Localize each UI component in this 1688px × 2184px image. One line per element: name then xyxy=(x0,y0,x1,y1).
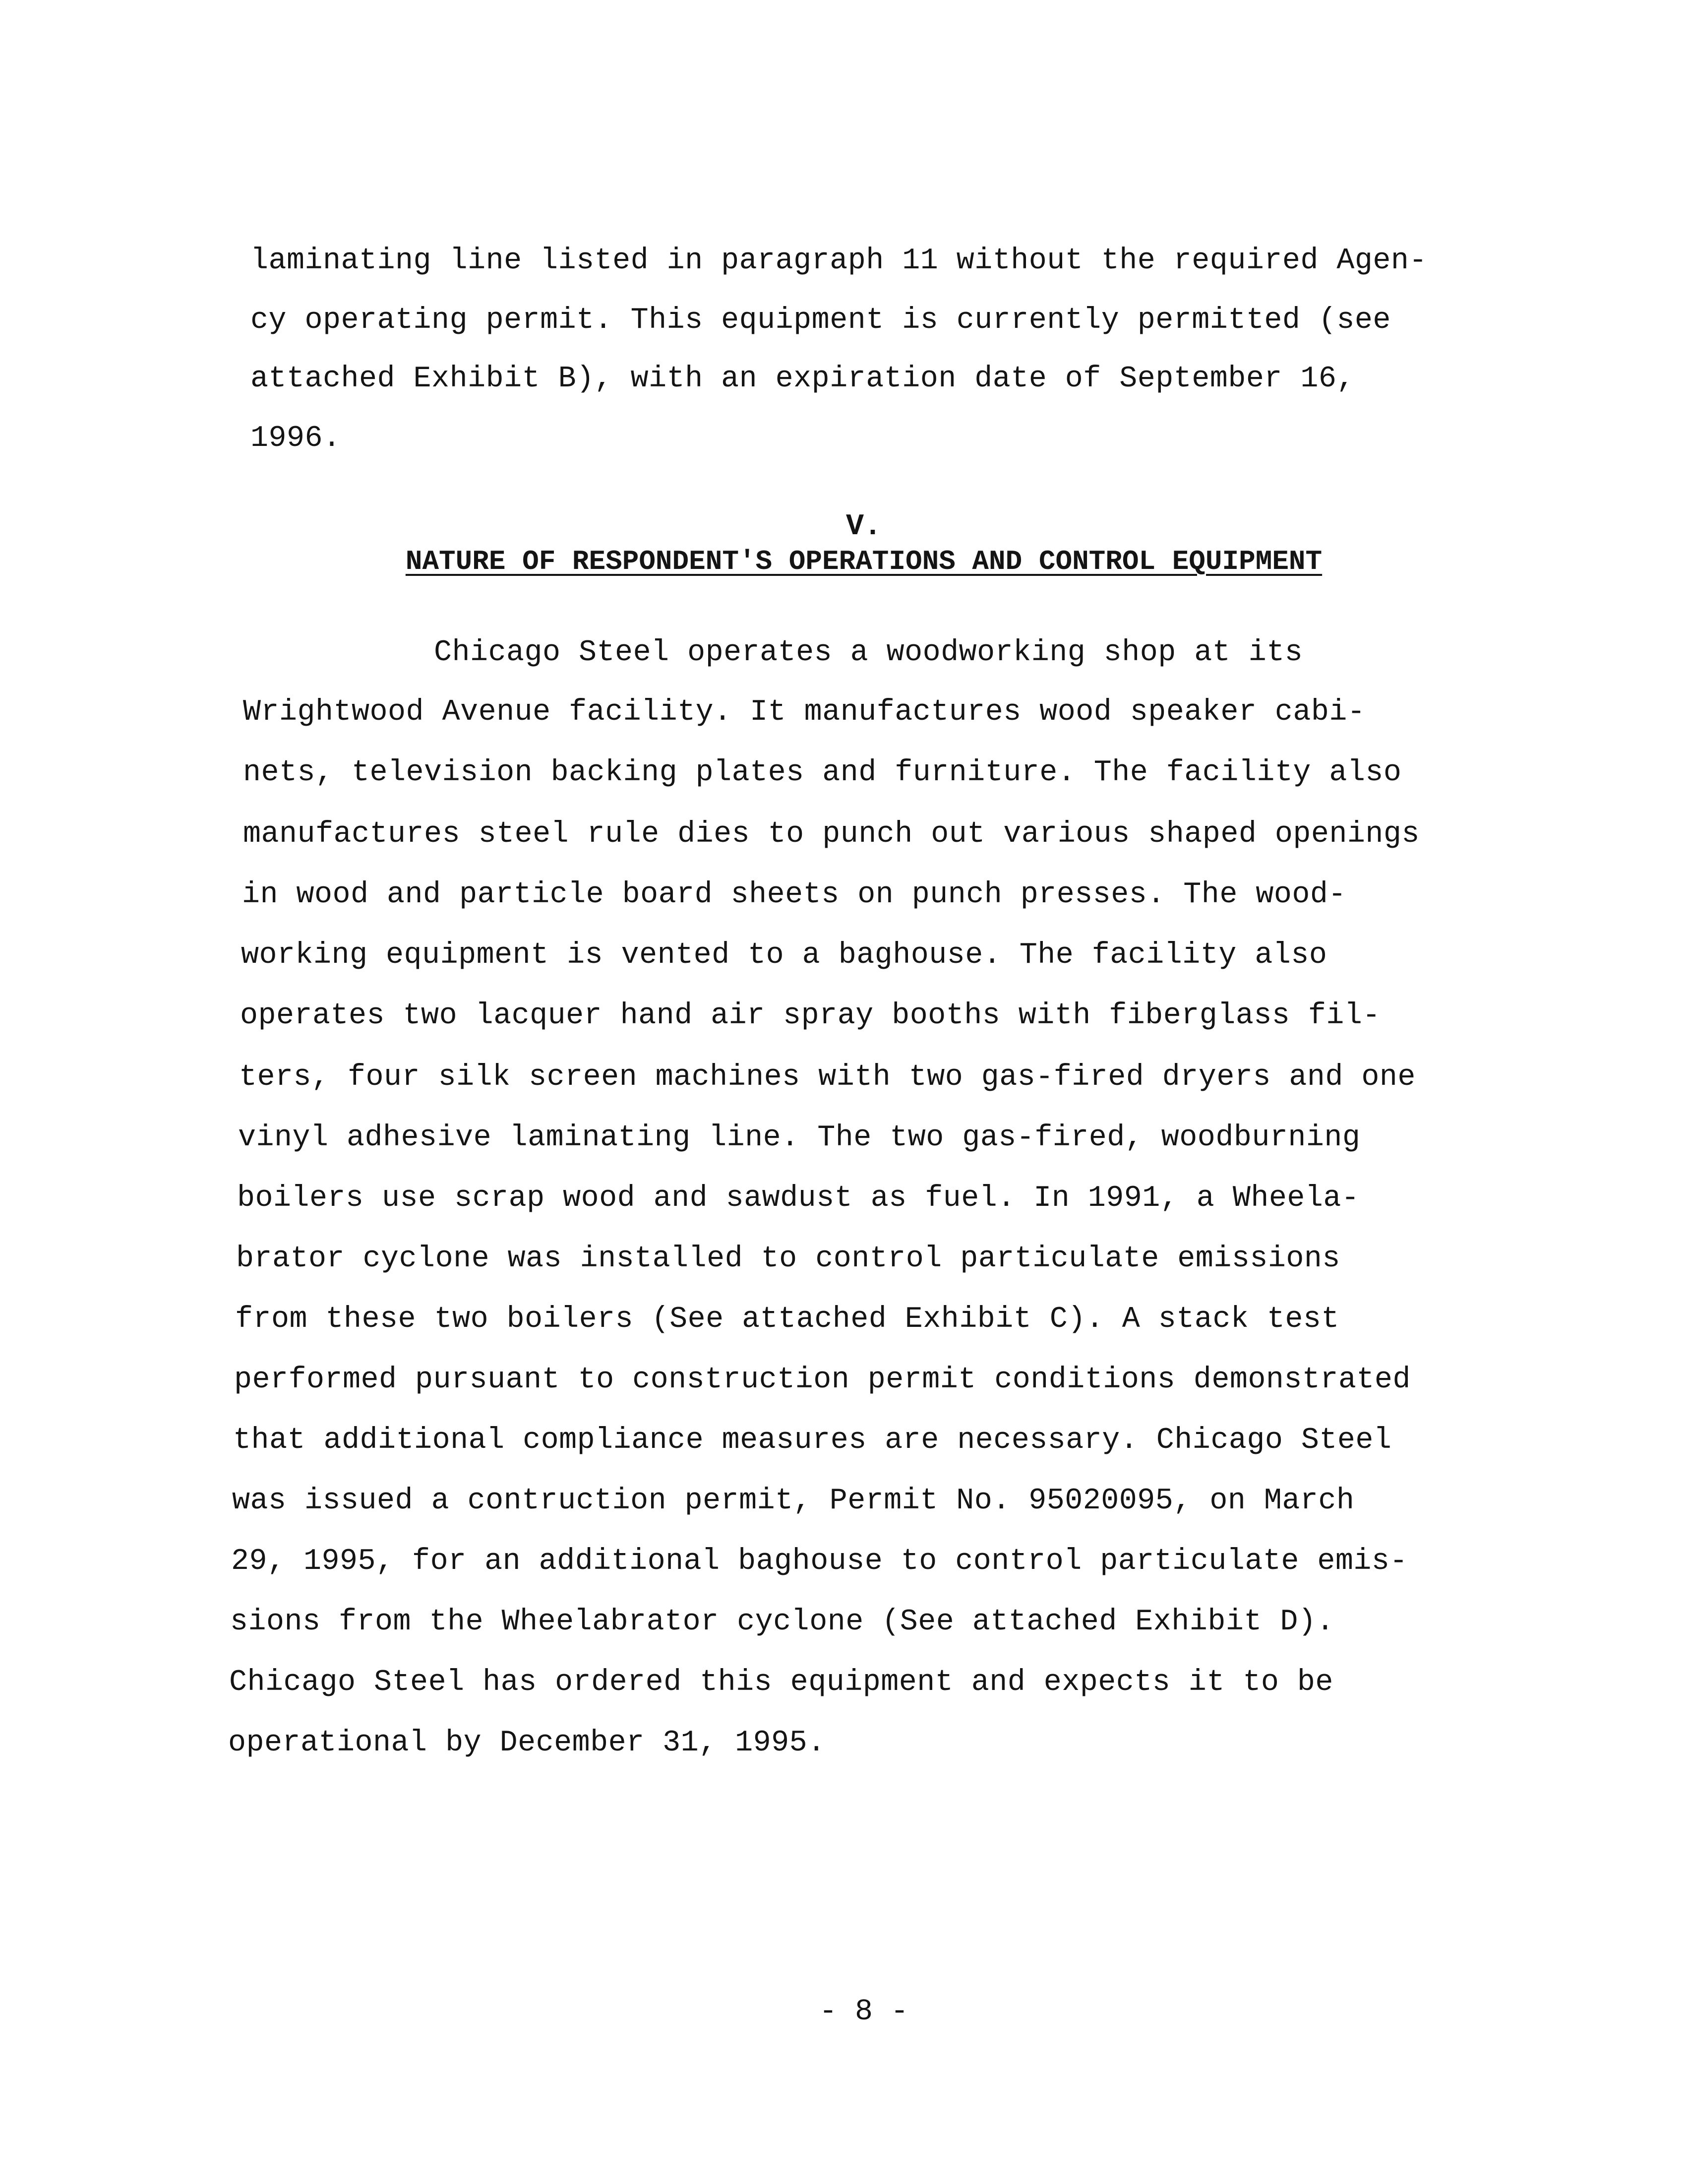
text-line: operational by December 31, 1995. xyxy=(228,1726,826,1760)
text-line: manufactures steel rule dies to punch out various shaped openings xyxy=(243,817,1420,851)
text-line: 1996. xyxy=(250,422,341,455)
text-line: Chicago Steel operates a woodworking shop at its xyxy=(434,636,1303,670)
text-line: vinyl adhesive laminating line. The two gas-fired, woodburning xyxy=(238,1121,1361,1155)
text-line: laminating line listed in paragraph 11 without the required Agen- xyxy=(250,244,1427,278)
text-line: nets, television backing plates and furniture. The facility also xyxy=(243,756,1402,790)
section-numeral: V. xyxy=(845,510,882,544)
text-line: cy operating permit. This equipment is currently permitted (see xyxy=(250,304,1391,337)
text-line: that additional compliance measures are necessary. Chicago Steel xyxy=(233,1424,1392,1457)
section-title: NATURE OF RESPONDENT'S OPERATIONS AND CONTROL EQUIPMENT xyxy=(405,546,1323,577)
text-line: 29, 1995, for an additional baghouse to control particulate emis- xyxy=(231,1545,1408,1578)
text-line: from these two boilers (See attached Exhibit C). A stack test xyxy=(235,1303,1339,1336)
text-line: attached Exhibit B), with an expiration date of September 16, xyxy=(250,362,1355,396)
page-number: - 8 - xyxy=(819,1995,909,2029)
text-line: operates two lacquer hand air spray booths with fiberglass fil- xyxy=(240,999,1381,1033)
text-line: Chicago Steel has ordered this equipment and expects it to be xyxy=(229,1666,1333,1699)
text-line: Wrightwood Avenue facility. It manufactures wood speaker cabi- xyxy=(243,695,1366,729)
text-line: boilers use scrap wood and sawdust as fuel. In 1991, a Wheela- xyxy=(237,1182,1360,1215)
text-line: ters, four silk screen machines with two gas-fired dryers and one xyxy=(239,1061,1416,1094)
text-line: was issued a contruction permit, Permit No. 95020095, on March xyxy=(232,1484,1355,1518)
text-line: performed pursuant to construction permit conditions demonstrated xyxy=(234,1363,1411,1397)
text-line: brator cyclone was installed to control particulate emissions xyxy=(236,1242,1340,1276)
text-line: working equipment is vented to a baghouse. The facility also xyxy=(241,938,1327,972)
text-line: sions from the Wheelabrator cyclone (See attached Exhibit D). xyxy=(230,1605,1334,1639)
text-line: in wood and particle board sheets on punch presses. The wood- xyxy=(242,878,1346,912)
